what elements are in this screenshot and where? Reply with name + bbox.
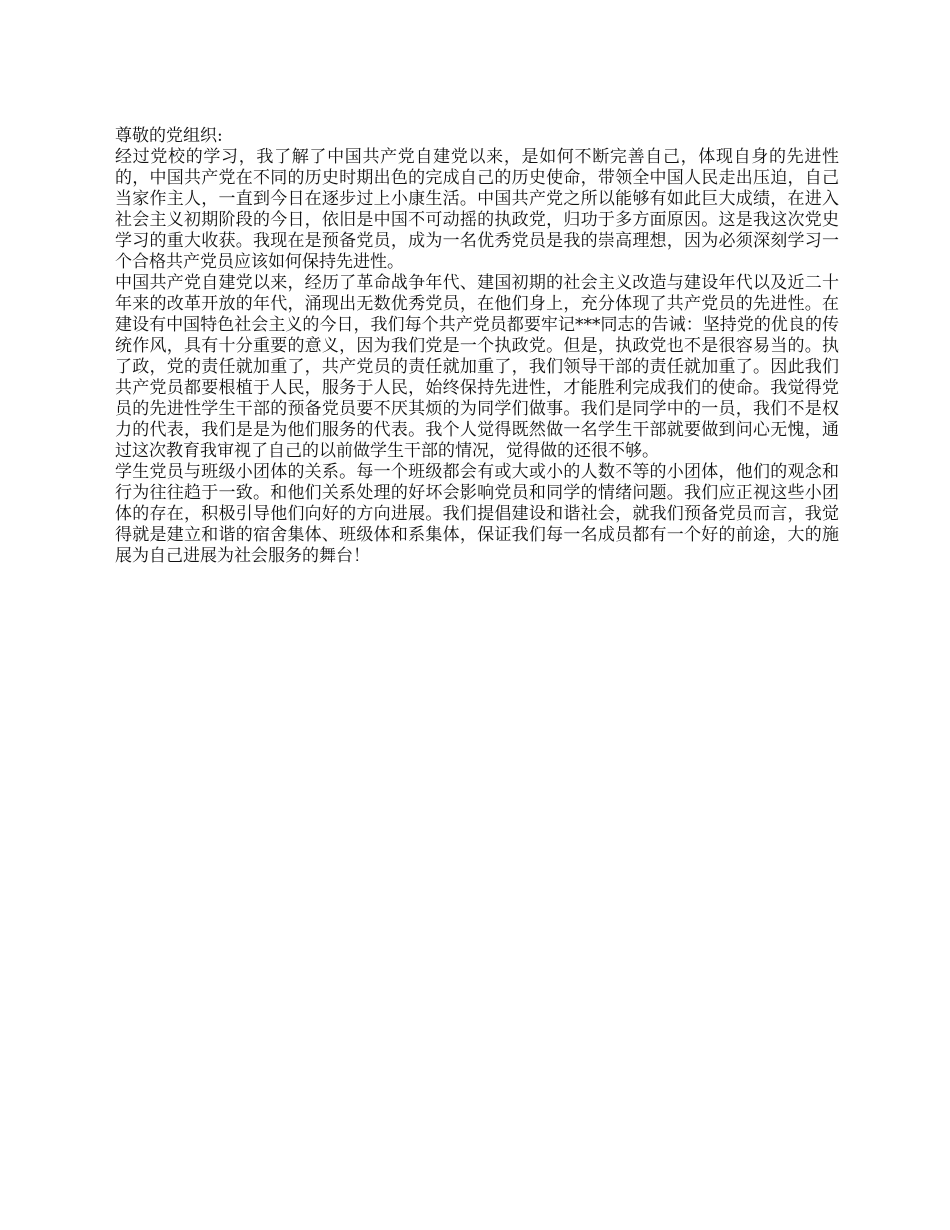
salutation: 尊敬的党组织: [115,126,223,146]
document-page [115,126,839,567]
paragraph-2: 中国共产党自建党以来，经历了革命战争年代、建国初期的社会主义改造与建设年代以及近二十年来的改革开放的年代，涌现出无数优秀党员，在他们身上，充分体现了共产党员的先进性。在建设有中国特色社会主义的今日，我们每个共产党员都要牢记***同志的告诫：坚持党的优良的传统作风，具有十分重要的意义，因为我们党是一个执政党。但是，执政党也不是很容易当的。执了政，党的责任就加重了，共产党员的责任就加重了，我们领导干部的责任就加重了。因此我们共产党员都要根植于人民，服务于人民，始终保持先进性，才能胜利完成我们的使命。我觉得党员的先进性学生干部的预备党员要不厌其烦的为同学们做事。我们是同学中的一员，我们不是权力的代表，我们是是为他们服务的代表。我个人觉得既然做一名学生干部就要做到问心无愧，通过这次教育我审视了自己的以前做学生干部的情况，觉得做的还很不够。 [115,273,839,461]
paragraph-1: 经过党校的学习，我了解了中国共产党自建党以来，是如何不断完善自己，体现自身的先进性的，中国共产党在不同的历史时期出色的完成自己的历史使命，带领全中国人民走出压迫，自己当家作主人，一直到今日在逐步过上小康生活。中国共产党之所以能够有如此巨大成绩，在进入社会主义初期阶段的今日，依旧是中国不可动摇的执政党，归功于多方面原因。这是我这次党史学习的重大收获。我现在是预备党员，成为一名优秀党员是我的崇高理想，因为必须深刻学习一个合格共产党员应该如何保持先进性。 [115,147,839,272]
paragraph-3: 学生党员与班级小团体的关系。每一个班级都会有或大或小的人数不等的小团体，他们的观念和行为往往趋于一致。和他们关系处理的好坏会影响党员和同学的情绪问题。我们应正视这些小团体的存在，积极引导他们向好的方向进展。我们提倡建设和谐社会，就我们预备党员而言，我觉得就是建立和谐的宿舍集体、班级体和系集体，保证我们每一名成员都有一个好的前途，大的施展为自己进展为社会服务的舞台！ [115,462,839,566]
